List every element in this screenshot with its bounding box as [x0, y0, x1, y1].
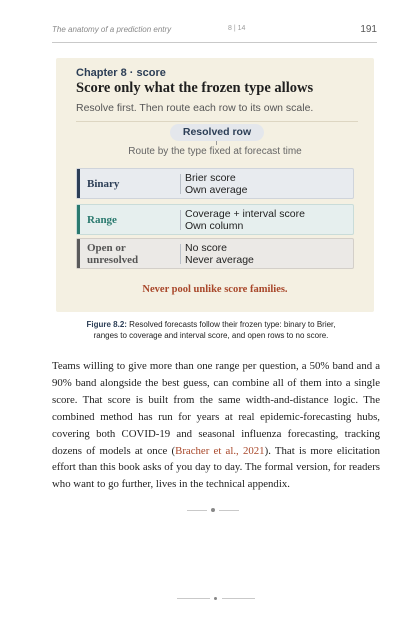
running-head-title: The anatomy of a prediction entry: [52, 25, 172, 34]
row-detail-line: Never average: [185, 253, 254, 266]
ornament-dot: [214, 597, 217, 600]
pool-warning: Never pool unlike score families.: [142, 284, 288, 295]
row-divider: [180, 210, 181, 230]
score-row-range: [76, 204, 354, 235]
row-detail-line: Brier score: [185, 172, 236, 184]
connector-line: [216, 141, 217, 145]
body-text: Teams willing to give more than one range per question, a 50% band and a 90% band alongside the best guess, can combine all of them into a single score. That score is built from the same width-and-distance logic. The combined method has run for years at real epidemic-forecasting hubs, covering both COVID-19 and seasonal influenza forecasting, tracking dozens of models at once (: [52, 360, 380, 457]
figure-kicker: Chapter 8 · score: [76, 67, 166, 79]
figure-subtitle: Resolve first. Then route each row to its own scale.: [76, 102, 314, 114]
ornament-line: [222, 598, 255, 599]
figure-panel: [56, 58, 374, 312]
row-divider: [180, 174, 181, 194]
caption-text: Resolved forecasts follow their frozen type: binary to Brier, ranges to coverage and interval score, and open rows to no score.: [93, 320, 336, 340]
ornament-line: [219, 510, 239, 511]
ornament-line: [177, 598, 210, 599]
caption-label: Figure 8.2:: [86, 320, 127, 329]
row-detail-line: No score: [185, 242, 228, 254]
score-row-open: [76, 238, 354, 269]
row-divider: [180, 244, 181, 264]
citation-link[interactable]: Bracher et al., 2021: [175, 444, 265, 457]
accent-bar: [77, 169, 80, 198]
score-row-binary: [76, 168, 354, 199]
figure-divider: [76, 121, 358, 122]
chapter-progress: 8 | 14: [228, 25, 246, 32]
header-rule: [52, 42, 377, 43]
accent-bar: [77, 239, 80, 268]
running-head: [52, 24, 377, 38]
section-ornament: [187, 506, 239, 514]
row-detail-line: Own average: [185, 183, 248, 196]
row-label: Binary: [87, 177, 120, 190]
row-label: Open or unresolved: [87, 241, 139, 266]
route-note: Route by the type fixed at forecast time: [128, 146, 302, 157]
row-label: Range: [87, 213, 117, 226]
row-detail: [185, 243, 254, 266]
ornament-dot: [211, 508, 215, 512]
footer-ornament: [177, 594, 255, 602]
row-detail-line: Coverage + interval score: [185, 208, 305, 220]
body-text: ). That is more elicitation effort than this book asks of you day to day. The formal version, for readers who want to go further, lives in the technical appendix.: [52, 444, 380, 491]
row-detail: [185, 173, 247, 196]
figure-title: Score only what the frozen type allows: [76, 80, 314, 96]
ornament-line: [187, 510, 207, 511]
page-number: 191: [360, 24, 377, 35]
row-detail-line: Own column: [185, 219, 244, 232]
figure-caption: [80, 320, 342, 341]
row-detail: [185, 209, 305, 232]
body-paragraph: [52, 358, 380, 493]
accent-bar: [77, 205, 80, 234]
resolved-row-node: Resolved row: [170, 124, 264, 141]
